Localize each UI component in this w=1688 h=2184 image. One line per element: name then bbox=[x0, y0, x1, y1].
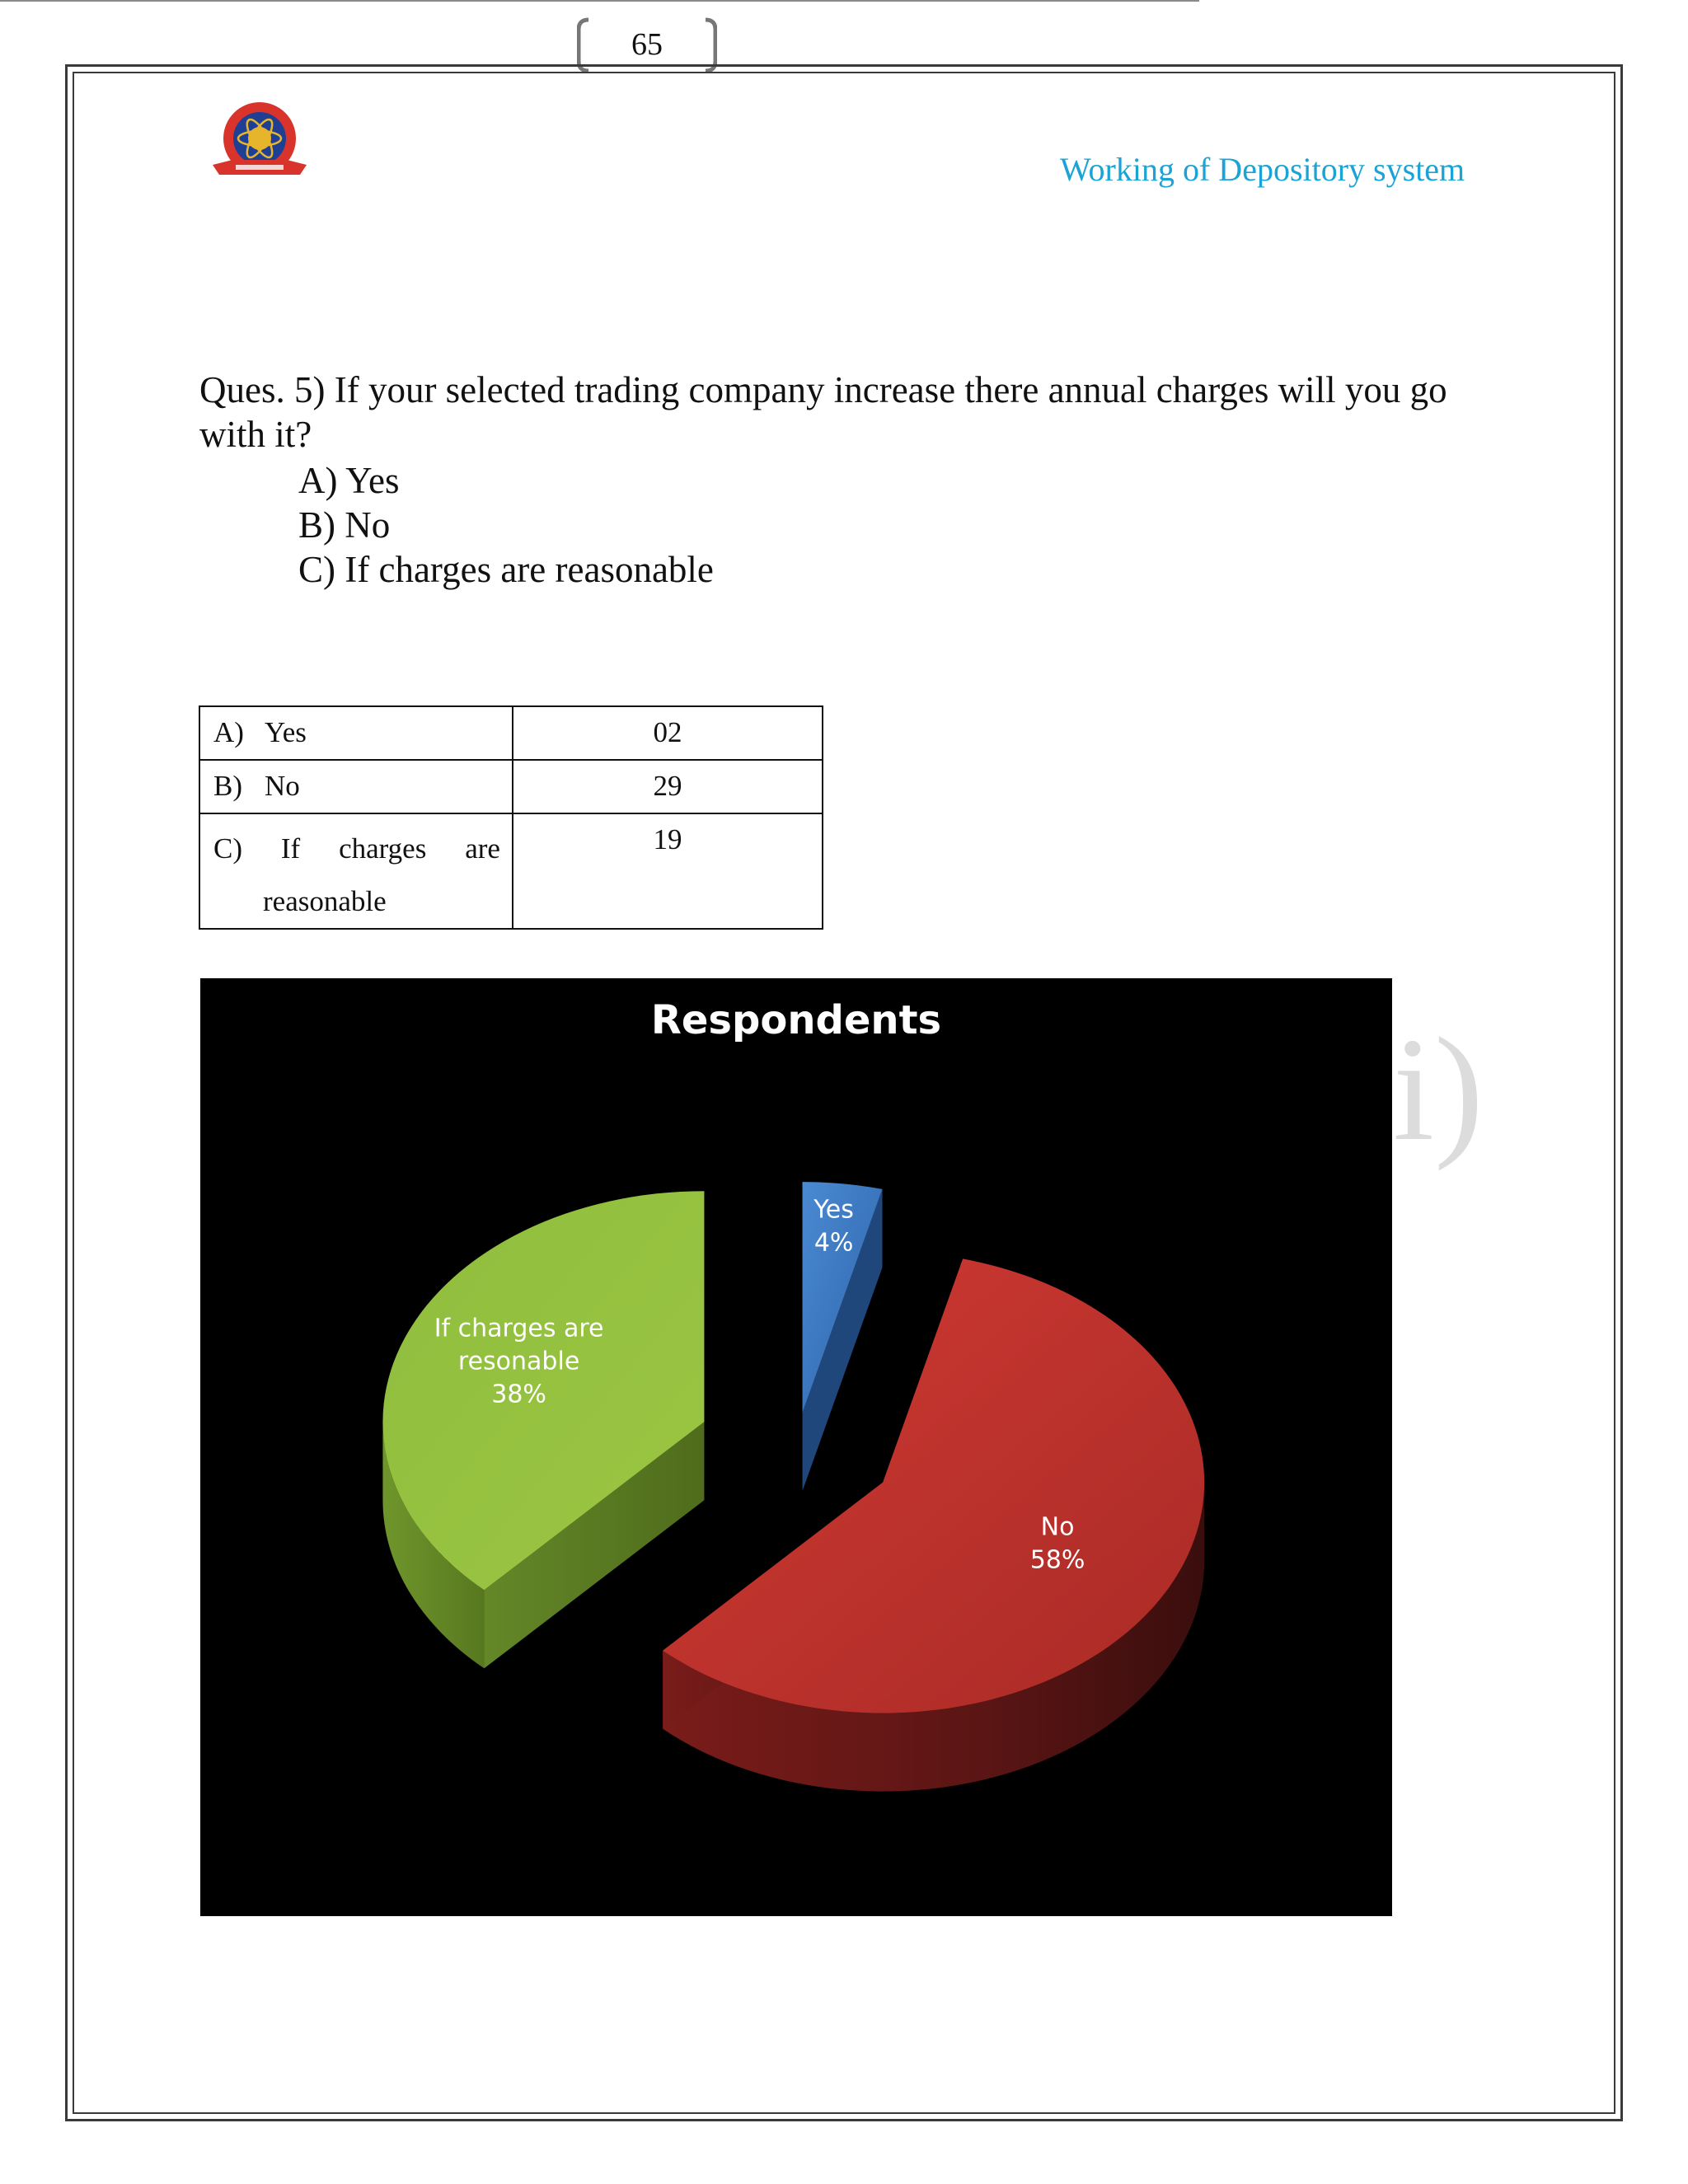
table-cell-option: B) No bbox=[199, 760, 513, 813]
table-cell-count: 19 bbox=[513, 813, 823, 929]
responses-table bbox=[199, 705, 823, 930]
table-cell-option: C) If charges are reasonable bbox=[199, 813, 513, 929]
question-options bbox=[298, 458, 714, 592]
data-label-yes: Yes 4% bbox=[814, 1195, 854, 1258]
data-label-if-charges-are-resonable: If charges are resonable 38% bbox=[434, 1314, 604, 1409]
option-c: C) If charges are reasonable bbox=[298, 549, 714, 590]
table-row bbox=[199, 706, 823, 760]
option-a: A) Yes bbox=[298, 460, 400, 501]
pie-chart bbox=[200, 978, 1392, 1916]
running-head: Working of Depository system bbox=[1060, 151, 1465, 188]
question-text: Ques. 5) If your selected trading company increase there annual charges will you go with it? bbox=[199, 369, 1447, 455]
table-row bbox=[199, 813, 823, 929]
university-logo-seal bbox=[208, 99, 312, 183]
top-rule bbox=[0, 0, 1199, 2]
watermark: i) bbox=[1393, 1007, 1484, 1171]
option-b: B) No bbox=[298, 504, 391, 546]
table-row bbox=[199, 760, 823, 813]
table-cell-count: 02 bbox=[513, 706, 823, 760]
table-cell-count: 29 bbox=[513, 760, 823, 813]
chart-title: Respondents bbox=[650, 997, 942, 1043]
table-cell-option: A) Yes bbox=[199, 706, 513, 760]
page-number: 65 bbox=[631, 27, 663, 62]
pie-chart-svg bbox=[200, 978, 1392, 1916]
data-label-no: No 58% bbox=[1029, 1512, 1085, 1575]
